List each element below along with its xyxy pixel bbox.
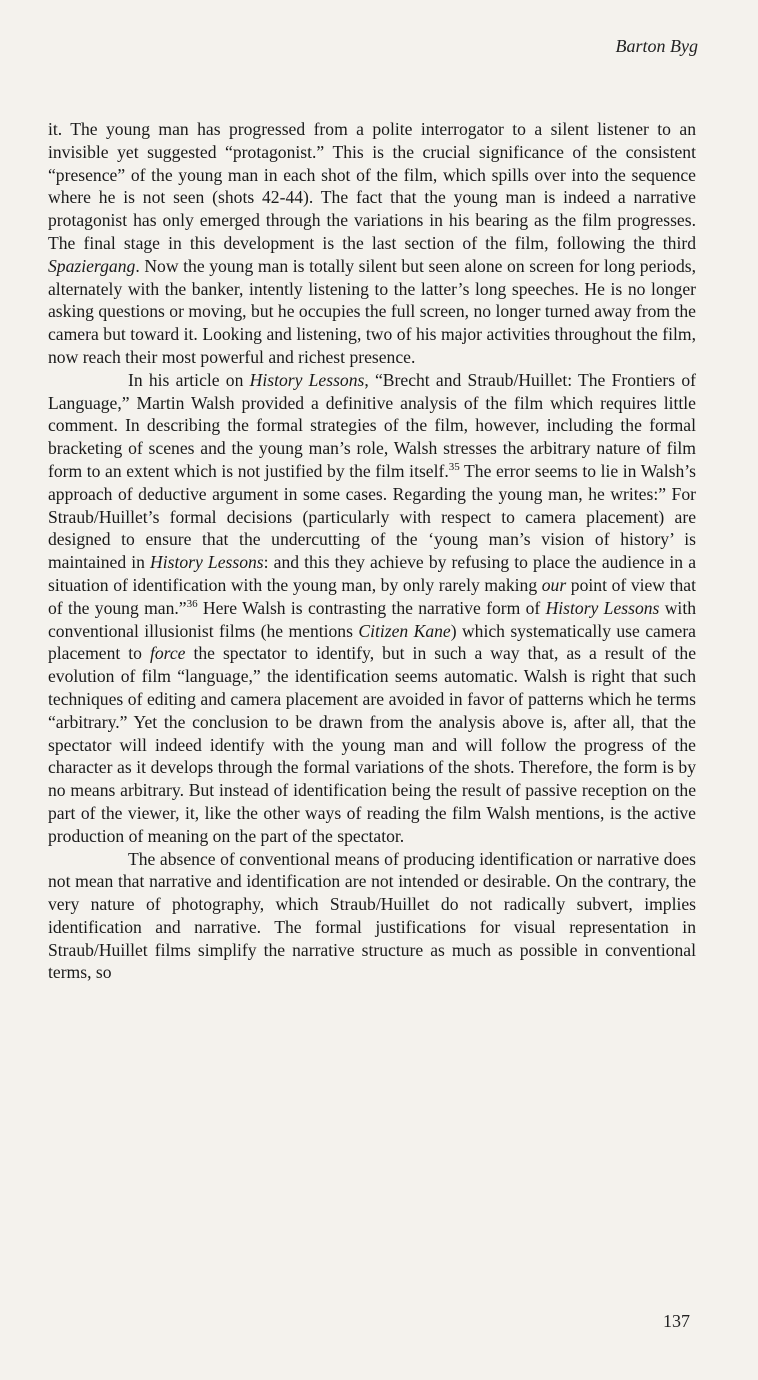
paragraph-3 [48,848,696,985]
paragraph-2 [48,369,696,848]
text-run: with conventional illusionist films (he mentions [48,597,696,641]
text-run: In his article on [128,369,250,390]
footnote-marker: 36 [186,597,198,610]
text-run: the spectator to identify, but in such a way that, as a result of the evolution of film “language,” the identification seems automatic. Walsh is right that such techniques of editing and camera placement are avoided in favor of patterns which he terms “arbitrary.” Yet the conclusion to be drawn from the analysis above is, after all, that the spectator will indeed identify with the young man and will follow the progress of the character as it develops through the formal variations of the shots. Therefore, the form is by no means arbitrary. But instead of identification being the result of passive reception on the part of the viewer, it, like the other ways of reading the film Walsh mentions, is the active production of meaning on the part of the spectator. [48,643,697,846]
text-run: The error seems to lie in Walsh’s approach of deductive argument in some cases. Regarding the young man, he writes:” For Straub/Huillet’s formal decisions (particularly with respect to camera placement) are designed to ensure that the undercutting of the ‘young man’s vision of history’ is maintained in [48,460,696,573]
italic-run: our [541,574,567,595]
paragraph-1 [48,118,696,369]
running-header-author: Barton Byg [615,36,698,56]
text-run: it. The young man has progressed from a polite interrogator to a silent listener to an invisible yet suggested “protagonist.” This is the crucial significance of the consistent “presence” of the young man in each shot of the film, which spills over into the sequence where he is not seen (shots 42-44). The fact that the young man is indeed a narrative protagonist has only emerged through the variations in his bearing as the film progresses. The final stage in this development is the last section of the film, following the third [48,119,696,253]
text-run: : and this they achieve by refusing to place the audience in a situation of identification with the young man, by only rarely making [48,552,697,595]
italic-run: Spaziergang [48,255,136,276]
italic-run: force [149,643,186,664]
text-run: The absence of conventional means of producing identification or narrative does not mean that narrative and identification are not intended or desirable. On the contrary, the very nature of photography, which Straub/Huillet do not radically subvert, implies identification and narrative. The formal justifications for visual representation in Straub/Huillet films simplify the narrative structure as much as possible in conventional terms, so [48,848,696,983]
italic-run: History Lessons [545,597,660,618]
italic-run: History Lessons [150,552,264,573]
body-text [48,118,696,984]
italic-run: Citizen Kane [358,620,451,641]
text-run: . Now the young man is totally silent but seen alone on screen for long periods, alternately with the banker, intently listening to the latter’s long speeches. He is no longer asking questions or moving, but he occupies the full screen, no longer turned away from the camera but toward it. Looking and listening, two of his major activities throughout the film, now reach their most powerful and richest presence. [48,255,696,367]
text-run: , “Brecht and Straub/Huillet: The Frontiers of Language,” Martin Walsh provided a definitive analysis of the film which requires little comment. In describing the formal strategies of the film, however, including the formal bracketing of scenes and the young man’s role, Walsh stresses the arbitrary nature of film form to an extent which is not justified by the film itself. [48,369,696,481]
text-run: ) which systematically use camera placement to [48,620,696,664]
page-number: 137 [663,1311,690,1331]
italic-run: History Lessons [249,369,365,390]
text-run: Here Walsh is contrasting the narrative form of [197,597,546,618]
text-run: point of view that of the young man.” [48,574,696,618]
footnote-marker: 35 [448,461,460,474]
